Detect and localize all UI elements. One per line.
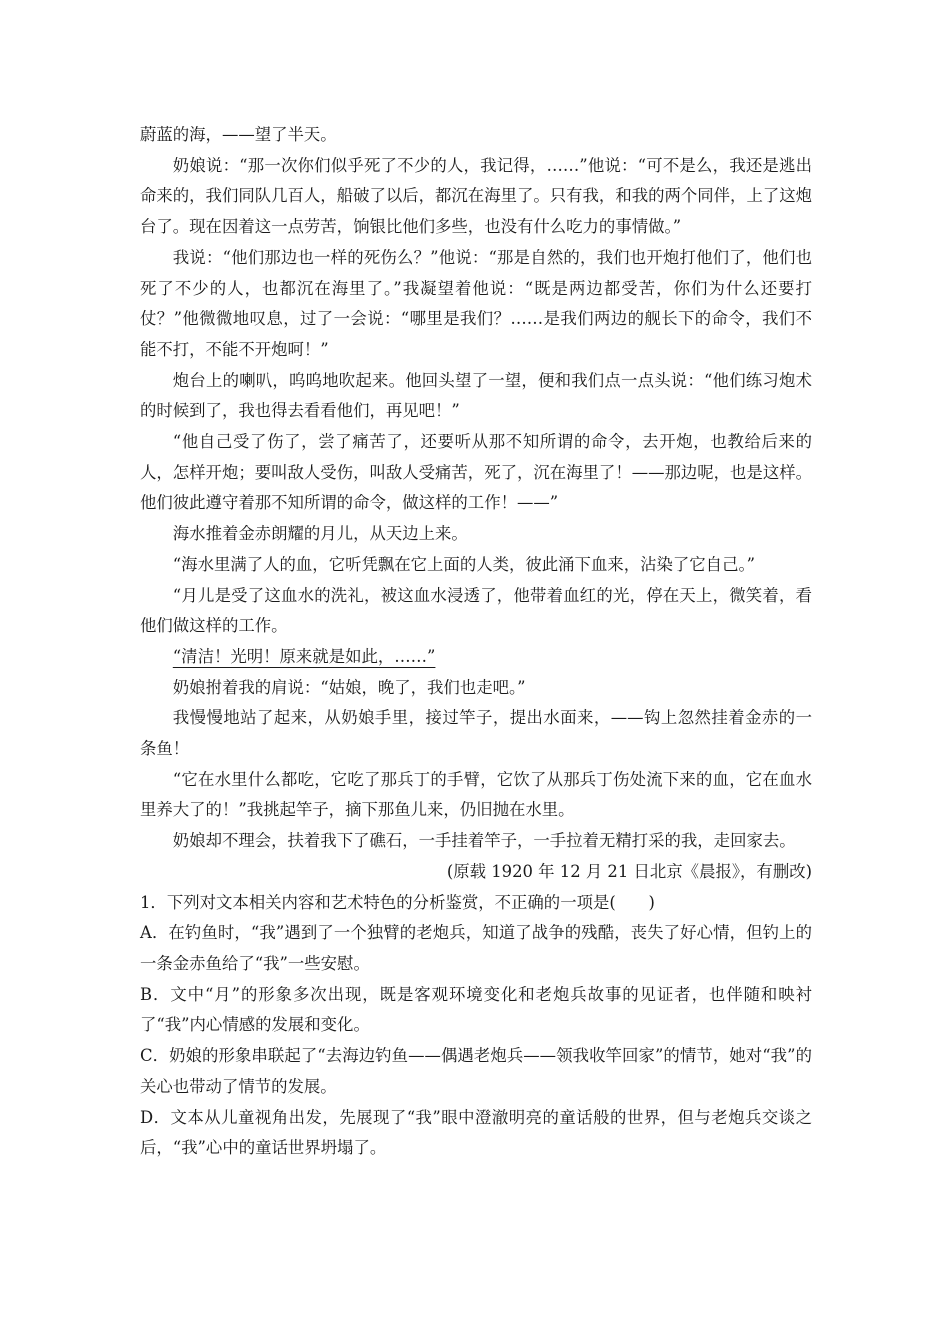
paragraph-2: 奶娘说：“那一次你们似乎死了不少的人，我记得，……”他说：“可不是么，我还是逃出命来的，我们同队几百人，船破了以后，都沉在海里了。只有我，和我的两个同伴，上了这炮台了。现在因着这一点劳苦，饷银比他们多些，也没有什么吃力的事情做。”	[140, 155, 813, 237]
paragraph-9-underlined	[140, 642, 812, 673]
paragraph-3: 我说：“他们那边也一样的死伤么？”他说：“那是自然的，我们也开炮打他们了，他们也死了不少的人，也都沉在海里了。”我凝望着他说：“既是两边都受苦，你们为什么还要打仗？”他微微地叹息，过了一会说：“哪里是我们？……是我们两边的舰长下的命令，我们不能不打，不能不开炮呵！”	[140, 247, 812, 359]
paragraph-7: “海水里满了人的血，它听凭飘在它上面的人类，彼此涌下血来，沾染了它自己。”	[172, 554, 756, 574]
paragraph-10: 奶娘拊着我的肩说：“姑娘，晚了，我们也走吧。”	[172, 677, 526, 697]
paragraph-4: 炮台上的喇叭，呜呜地吹起来。他回头望了一望，便和我们点一点头说：“他们练习炮术的时候到了，我也得去看看他们，再见吧！”	[140, 370, 812, 421]
option-c: C．奶娘的形象串联起了“去海边钓鱼——偶遇老炮兵——领我收竿回家”的情节，她对“我”的关心也带动了情节的发展。	[140, 1046, 812, 1096]
paragraph-6: 海水推着金赤朗耀的月儿，从天边上来。	[172, 524, 468, 544]
paragraph-5: “他自己受了伤了，尝了痛苦了，还要听从那不知所谓的命令，去开炮，也教给后来的人，怎样开炮；要叫敌人受伤，叫敌人受痛苦，死了，沉在海里了！——那边呢，也是这样。他们彼此遵守着那不知所谓的命令，做这样的工作！——”	[140, 432, 813, 513]
passage-body	[140, 120, 812, 1164]
paragraph-1: 蔚蓝的海，——望了半天。	[140, 125, 337, 144]
option-a: A．在钓鱼时，“我”遇到了一个独臂的老炮兵，知道了战争的残酷，丧失了好心情，但钓上的一条金赤鱼给了“我”一些安慰。	[140, 923, 812, 973]
option-b: B．文中“月”的形象多次出现，既是客观环境变化和老炮兵故事的见证者，也伴随和映衬了“我”内心情感的发展和变化。	[140, 984, 812, 1035]
option-d: D．文本从儿童视角出发，先展现了“我”眼中澄澈明亮的童话般的世界，但与老炮兵交谈之后，“我”心中的童话世界坍塌了。	[140, 1107, 812, 1158]
paragraph-12: “它在水里什么都吃，它吃了那兵丁的手臂，它饮了从那兵丁伤处流下来的血，它在血水里养大了的！”我挑起竿子，摘下那鱼儿来，仍旧抛在水里。	[140, 769, 812, 820]
underlined-sentence: “清洁！光明！原来就是如此，……”	[172, 646, 436, 666]
paragraph-8: “月儿是受了这血水的洗礼，被这血水浸透了，他带着血红的光，停在天上，微笑着，看他们做这样的工作。	[140, 585, 812, 636]
question-stem: 1．下列对文本相关内容和艺术特色的分析鉴赏，不正确的一项是( )	[140, 892, 655, 912]
source-citation: (原载 1920 年 12 月 21 日北京《晨报》，有删改)	[446, 861, 812, 881]
paragraph-13: 奶娘却不理会，扶着我下了礁石，一手挂着竿子，一手拉着无精打采的我，走回家去。	[172, 831, 796, 851]
paragraph-11: 我慢慢地站了起来，从奶娘手里，接过竿子，提出水面来，——钩上忽然挂着金赤的一条鱼！	[140, 708, 812, 759]
